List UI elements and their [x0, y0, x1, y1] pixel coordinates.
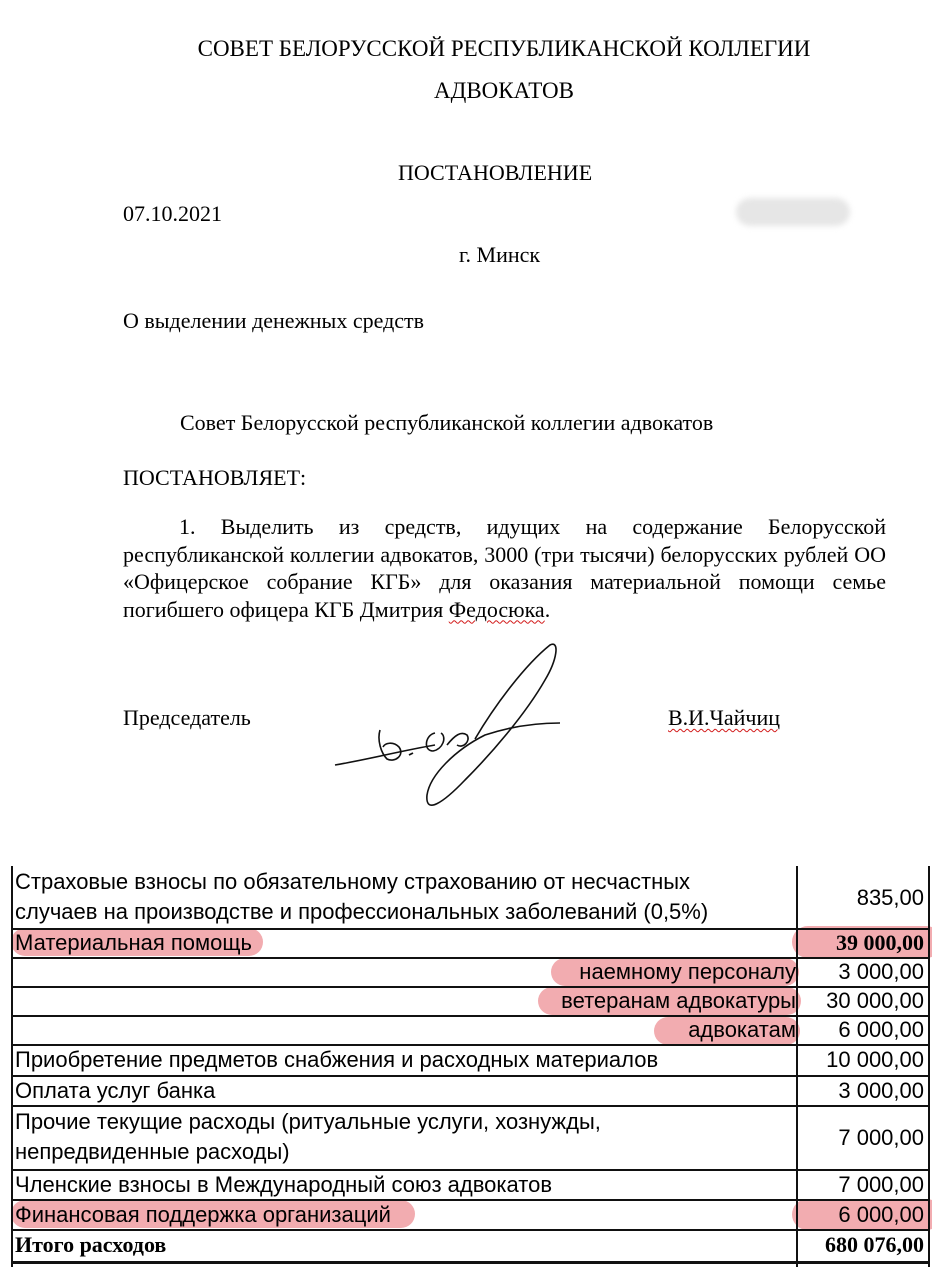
table-row-value: 30 000,00 [826, 988, 924, 1013]
document-subject: О выделении денежных средств [123, 308, 425, 333]
council-line: Совет Белорусской республиканской коллегии адвокатов [180, 410, 714, 435]
table-row-value: 680 076,00 [825, 1232, 924, 1257]
org-title-line2: АДВОКАТОВ [434, 78, 574, 103]
table-row-value: 7 000,00 [838, 1172, 924, 1197]
document-city: г. Минск [459, 242, 541, 267]
table-row-value: 3 000,00 [838, 959, 924, 984]
table-row-label: Прочие текущие расходы (ритуальные услуги, хознужды, [15, 1109, 601, 1134]
item1-text: 1. Выделить из средств, идущих на содержание Белорусской республиканской коллегии адвокатов, 3000 (три тысячи) белорусских рублей ОО «Офицерское собрание КГБ» для оказания материальной помощи семье погибшего офицера КГБ Дмитрия [123, 514, 886, 622]
table-row-value: 6 000,00 [838, 1017, 924, 1042]
resolution-item-1 [123, 513, 886, 623]
org-title-line1: СОВЕТ БЕЛОРУССКОЙ РЕСПУБЛИКАНСКОЙ КОЛЛЕГИИ [197, 36, 811, 61]
table-row-value: 10 000,00 [826, 1047, 924, 1072]
table-row-value: 835,00 [856, 885, 924, 910]
table-row-value: 39 000,00 [836, 930, 924, 955]
table-row-label: случаев на производстве и профессиональных заболеваний (0,5%) [15, 899, 709, 924]
table-row-label: Итого расходов [15, 1232, 167, 1257]
signature [325, 635, 570, 815]
table-row-value: 3 000,00 [838, 1078, 924, 1103]
table-row-label: непредвиденные расходы) [15, 1139, 290, 1164]
table-row-label: Финансовая поддержка организаций [15, 1202, 391, 1227]
table-row-label: Приобретение предметов снабжения и расходных материалов [15, 1047, 659, 1072]
document-date: 07.10.2021 [123, 201, 222, 226]
resolves-heading: ПОСТАНОВЛЯЕТ: [123, 465, 307, 490]
table-row-value: 7 000,00 [838, 1125, 924, 1150]
table-row-label: Материальная помощь [15, 930, 252, 955]
budget-table [8, 866, 932, 1267]
table-row-label: наемному персоналу [579, 959, 796, 984]
table-row-label: Оплата услуг банка [15, 1078, 216, 1103]
chairman-label: Председатель [123, 705, 251, 730]
table-row-label: Страховые взносы по обязательному страхованию от несчастных [15, 869, 691, 894]
chairman-name: В.И.Чайчиц [668, 705, 781, 730]
redacted-number [736, 198, 850, 226]
item1-name: Федосюка [448, 596, 545, 622]
table-row-label: адвокатам [688, 1017, 796, 1042]
table-row-label: Членские взносы в Международный союз адвокатов [15, 1172, 553, 1197]
item1-end: . [544, 596, 551, 622]
table-row-label: ветеранам адвокатуры [561, 988, 796, 1013]
document-type: ПОСТАНОВЛЕНИЕ [398, 160, 593, 185]
table-row-value: 6 000,00 [838, 1202, 924, 1227]
